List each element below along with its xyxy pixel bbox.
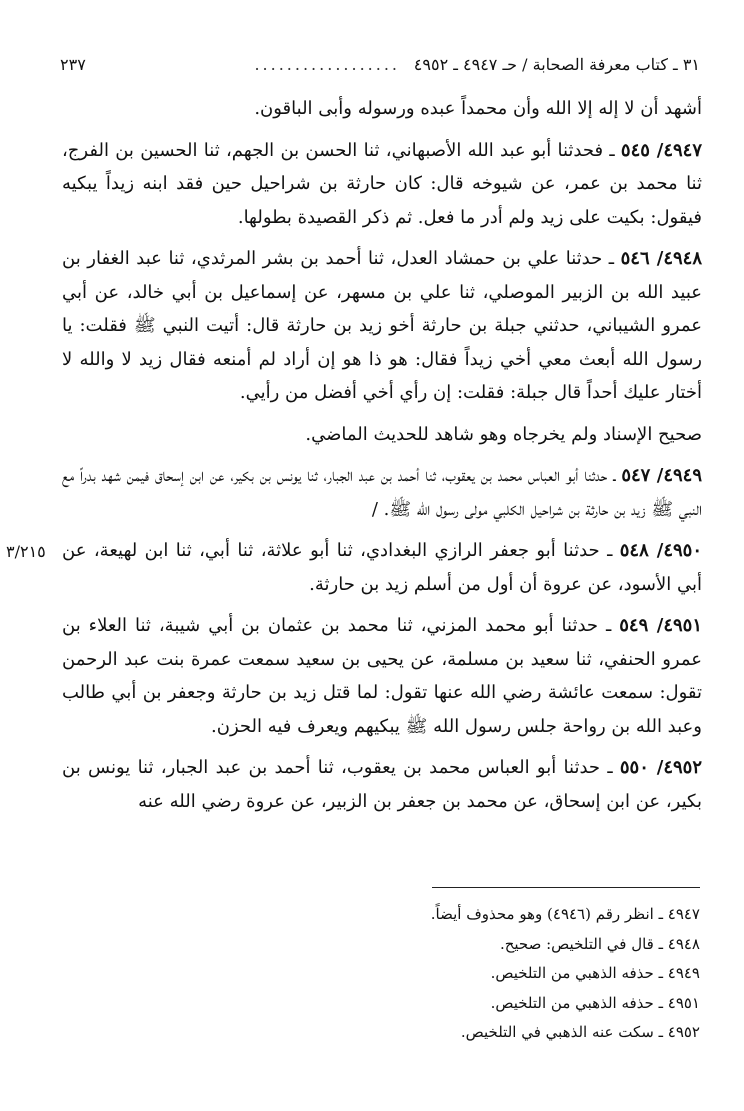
hadith-4948 xyxy=(62,242,702,410)
paragraph-text: ـ حدثنا أبو العباس محمد بن يعقوب، ثنا أحمد بن عبد الجبار، ثنا يونس بن بكير، عن ابن إسحاق، عن محمد بن جعفر بن الزبير، عن عروة رضي الله عنه xyxy=(62,757,702,812)
main-text xyxy=(62,92,702,826)
hadith-4951 xyxy=(62,609,702,743)
paragraph-text: ـ حدثنا أبو محمد المزني، ثنا محمد بن عثمان بن أبي شيبة، ثنا العلاء بن عمرو الحنفي، ثنا سعيد بن مسلمة، عن يحيى بن سعيد سمعت عمرة بنت عبد الرحمن تقول: سمعت عائشة رضي الله عنها تقول: لما قتل زيد بن حارثة وجعفر بن أبي طالب وعبد الله بن رواحة جلس رسول الله ﷺ يبكيهم ويعرف فيه الحزن. xyxy=(62,615,702,737)
header-dots: .................. xyxy=(254,55,400,74)
header-title: ٣١ ـ كتاب معرفة الصحابة / حـ ٤٩٤٧ ـ ٤٩٥٢ xyxy=(413,55,700,74)
footnote: ٤٩٤٩ ـ حذفه الذهبي من التلخيص. xyxy=(490,964,700,982)
hadith-4952 xyxy=(62,751,702,818)
grading-note xyxy=(62,418,702,452)
paragraph-text: صحيح الإسناد ولم يخرجاه وهو شاهد للحديث الماضي. xyxy=(305,423,702,445)
hadith-number: ٤٩٤٧/ ٥٤٥ xyxy=(620,139,702,161)
page-number: ٢٣٧ xyxy=(60,55,86,74)
paragraph-text: ـ فحدثنا أبو عبد الله الأصبهاني، ثنا الحسن بن الجهم، ثنا الحسين بن الفرج، ثنا محمد بن عمر، عن شيوخه قال: كان حارثة بن شراحيل حين فقد ابنه زيداً يبكيه فيقول: بكيت على زيد ولم أدر ما فعل. ثم ذكر القصيدة بطولها. xyxy=(62,139,702,228)
hadith-number: ٤٩٥١/ ٥٤٩ xyxy=(619,615,702,636)
paragraph-text: ـ حدثنا أبو العباس محمد بن يعقوب، ثنا أحمد بن عبد الجبار، ثنا يونس بن بكير، عن ابن إسحاق فيمن شهد بدراً مع النبي ﷺ زيد بن حارثة بن شراحيل الكلبي مولى رسول الله ﷺ. / xyxy=(62,465,702,520)
footnote: ٤٩٤٧ ـ انظر رقم (٤٩٤٦) وهو محذوف أيضاً. xyxy=(430,905,700,923)
paragraph-text: ـ حدثنا علي بن حمشاد العدل، ثنا أحمد بن بشر المرثدي، ثنا عبد الغفار بن عبيد الله بن الزبير الموصلي، ثنا علي بن مسهر، عن إسماعيل بن أبي خالد، عن أبي عمرو الشيباني، حدثني جبلة بن حارثة أخو زيد بن حارثة قال: أتيت النبي ﷺ فقلت: يا رسول الله أبعث معي أخي زيداً فقال: هو ذا هو إن أراد لم أمنعه فقال زيد لا والله لا أختار عليك أحداً قال جبلة: فقلت: إن رأي أخي أفضل من رأيي. xyxy=(62,248,702,403)
paragraph-text: أشهد أن لا إله إلا الله وأن محمداً عبده ورسوله وأبى الباقون. xyxy=(254,98,702,119)
hadith-number: ٤٩٤٩/ ٥٤٧ xyxy=(621,465,702,486)
hadith-number: ٤٩٤٨/ ٥٤٦ xyxy=(620,248,703,269)
running-header xyxy=(60,50,700,80)
hadith-4949 xyxy=(62,459,702,526)
footnote: ٤٩٥١ ـ حذفه الذهبي من التلخيص. xyxy=(490,993,700,1012)
hadith-4947 xyxy=(62,134,702,235)
margin-reference: ٣/٢١٥ xyxy=(6,542,46,561)
paragraph-intro xyxy=(62,92,702,126)
paragraph-text: ـ حدثنا أبو جعفر الرازي البغدادي، ثنا أبو علاثة، ثنا أبي، ثنا ابن لهيعة، عن أبي الأسود، عن عروة أن أول من أسلم زيد بن حارثة. xyxy=(62,540,702,595)
footnote-divider xyxy=(432,887,700,888)
hadith-number: ٤٩٥٢/ ٥٥٠ xyxy=(619,757,702,778)
footnote: ٤٩٥٢ ـ سكت عنه الذهبي في التلخيص. xyxy=(460,1023,700,1041)
hadith-4950 xyxy=(62,534,702,601)
footnotes xyxy=(300,900,700,1048)
footnote: ٤٩٤٨ ـ قال في التلخيص: صحيح. xyxy=(499,934,700,953)
hadith-number: ٤٩٥٠/ ٥٤٨ xyxy=(619,540,702,561)
